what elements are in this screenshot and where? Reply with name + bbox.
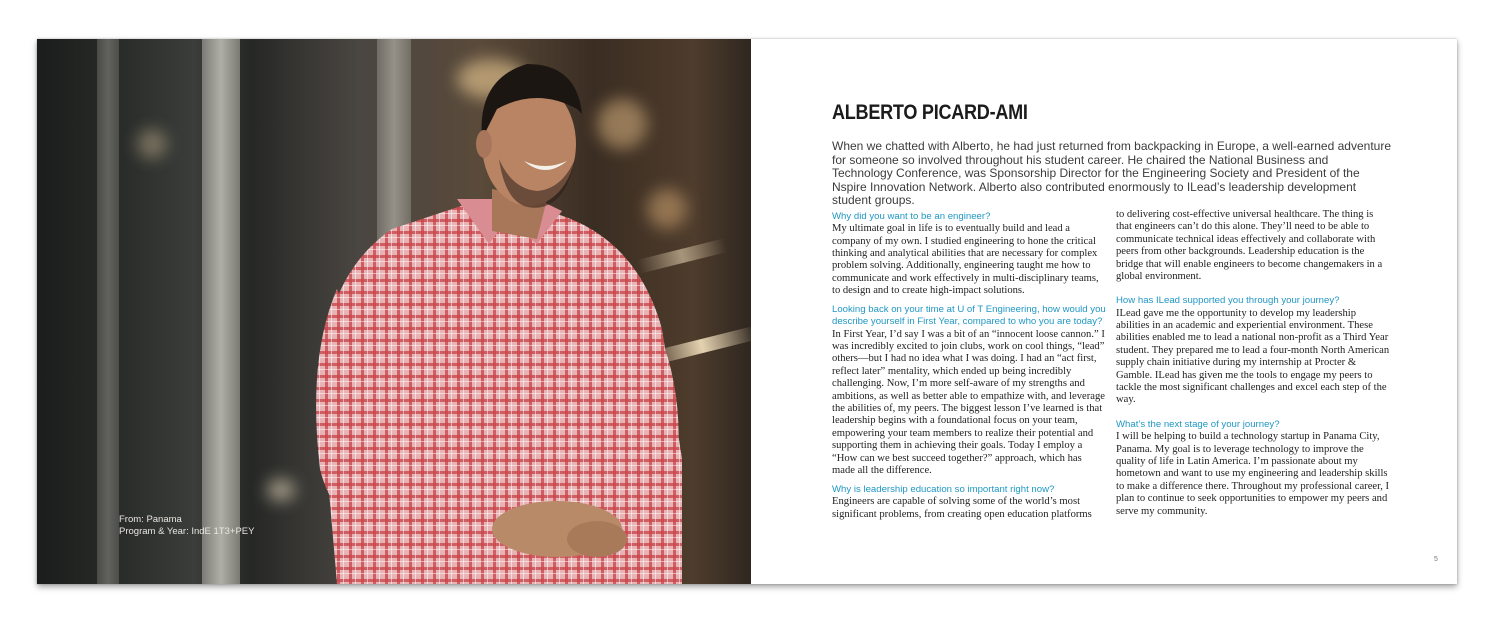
profile-intro: When we chatted with Alberto, he had just returned from backpacking in Europe, a well-earned adventure for someone so involved throughout his student career. He chaired the National Business and Technology Conference, was Sponsorship Director for the Engineering Society and President of the Nspire Innovation Network. Alberto also contributed enormously to ILead’s leadership development student groups.	[832, 139, 1391, 208]
profile-text-page	[751, 39, 1457, 584]
text-column-left	[832, 211, 1107, 527]
answer-paragraph: ILead gave me the opportunity to develop my leadership abilities in an academic and experiential environment. These abilities enabled me to lead a national non-profit as a Third Year student. They prepared me to lead a four-month North American supply chain initiative during my internship at Procter & Gamble. ILead has given me the tools to engage my peers to tackle the most significant challenges and excel each step of the way.	[1116, 307, 1390, 406]
answer-paragraph-continued: to delivering cost-effective universal healthcare. The thing is that engineers can’t do this alone. They’ll need to be able to communicate technical ideas effectively and collaborate with peers from other backgrounds. Leadership education is the bridge that will enable engineers to become changemakers in a global environment.	[1116, 209, 1383, 283]
answer-paragraph: In First Year, I’d say I was a bit of an “innocent loose cannon.” I was incredibly excited to join clubs, work on cool things, “lead” others—but I had no idea what I was doing. I had an “act first, reflect later” mentality, which ended up being incredibly challenging. Now, I’m more self-aware of my strengths and ambitions, as well as better able to empathize with, and leverage the abilities of, my peers. The biggest lesson I’ve learned is that leadership begins with a foundational focus on your team, empowering your team members to realize their potential and supporting them in achieving their goals. Today I employ a “How can we best succeed together?” approach, which has made all the difference.	[832, 328, 1105, 477]
answer-paragraph: Engineers are capable of solving some of the world’s most significant problems, from creating open education platforms	[832, 496, 1092, 520]
question-heading: What’s the next stage of your journey?	[1116, 418, 1280, 430]
question-heading: Looking back on your time at U of T Engineering, how would you describe yourself in First Year, compared to who you are today?	[832, 304, 1106, 328]
question-heading: Why did you want to be an engineer?	[832, 211, 991, 222]
question-heading: Why is leadership education so important right now?	[832, 483, 1055, 495]
profile-name: ALBERTO PICARD-AMI	[832, 101, 1028, 124]
caption-program: Program & Year: IndE 1T3+PEY	[119, 526, 255, 537]
question-heading: How has ILead supported you through your journey?	[1116, 295, 1340, 307]
page-number: 5	[1434, 556, 1438, 563]
answer-paragraph: My ultimate goal in life is to eventually build and lead a company of my own. I studied engineering to hone the critical thinking and analytical abilities that are necessary for complex problem solving. Additionally, engineering taught me how to communicate and work effectively in multi-disciplinary teams, to design and to create high-impact solutions.	[832, 223, 1099, 297]
portrait-photo	[37, 39, 751, 584]
caption-origin: From: Panama	[119, 514, 182, 525]
person-figure	[37, 39, 751, 584]
photo-caption	[119, 514, 254, 538]
text-column-right	[1116, 209, 1391, 524]
answer-paragraph: I will be helping to build a technology startup in Panama City, Panama. My goal is to leverage technology to improve the quality of life in Latin America. I’m passionate about my hometown and want to use my engineering and leadership skills to make a difference there. Throughout my professional career, I plan to continue to seek opportunities to empower my peers and serve my community.	[1116, 431, 1390, 517]
booklet-spread	[37, 39, 1457, 584]
